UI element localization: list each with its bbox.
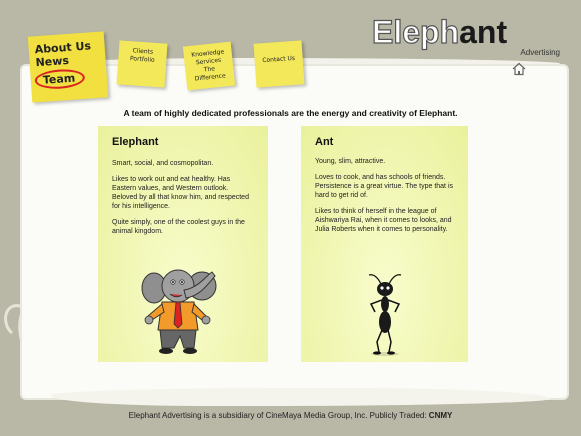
home-icon[interactable] xyxy=(512,62,526,76)
elephant-card xyxy=(98,126,268,362)
nav-note-about xyxy=(28,31,108,102)
ant-title: Ant xyxy=(315,136,334,148)
nav-knowledge[interactable]: Knowledge xyxy=(190,48,225,59)
ant-p1: Young, slim, attractive. xyxy=(315,158,386,165)
nav-services[interactable]: Services xyxy=(195,56,222,67)
nav-contact-us[interactable]: Contact Us xyxy=(262,54,296,65)
elephant-illustration xyxy=(140,264,220,356)
ant-p2: Loves to cook, and has schools of friends. Persistence is a great virtue. The type that is hard to get rid of. xyxy=(315,174,453,199)
ant-illustration xyxy=(359,274,411,356)
nav-note-contact xyxy=(254,40,305,87)
nav-note-clients xyxy=(117,40,168,87)
elephant-p1: Smart, social, and cosmopolitan. xyxy=(112,160,214,167)
paper-edge xyxy=(50,388,550,406)
elephant-title: Elephant xyxy=(112,136,159,148)
elephant-p3: Quite simply, one of the coolest guys in the animal kingdom. xyxy=(112,219,245,235)
tagline: A team of highly dedicated professionals are the energy and creativity of Elephant. xyxy=(123,108,458,118)
nav-note-knowledge xyxy=(183,42,235,91)
logo-wordmark: Elephant xyxy=(372,14,508,50)
logo[interactable] xyxy=(372,14,562,58)
ant-card xyxy=(301,126,468,362)
nav-portfolio[interactable]: Portfolio xyxy=(129,55,155,64)
footer-text: Elephant Advertising is a subsidiary of CineMaya Media Group, Inc. Publicly Traded: xyxy=(128,411,429,420)
nav-news[interactable]: News xyxy=(35,53,70,70)
nav-about-us[interactable]: About Us xyxy=(34,39,92,57)
footer-ticker: CNMY xyxy=(428,411,453,420)
nav-clients[interactable]: Clients xyxy=(132,47,154,56)
logo-subtitle: Advertising xyxy=(520,48,560,57)
ant-p3: Likes to think of herself in the league of Aishwariya Rai, when it comes to looks, and Julia Roberts when it comes to personality. xyxy=(315,208,452,233)
footer xyxy=(0,411,581,420)
nav-team[interactable]: Team xyxy=(36,71,81,87)
elephant-p2: Likes to work out and eat healthy. Has Eastern values, and Western outlook. Beloved by all that know him, and respected for his intelligence. xyxy=(112,176,249,210)
nav-difference[interactable]: The Difference xyxy=(194,65,226,83)
